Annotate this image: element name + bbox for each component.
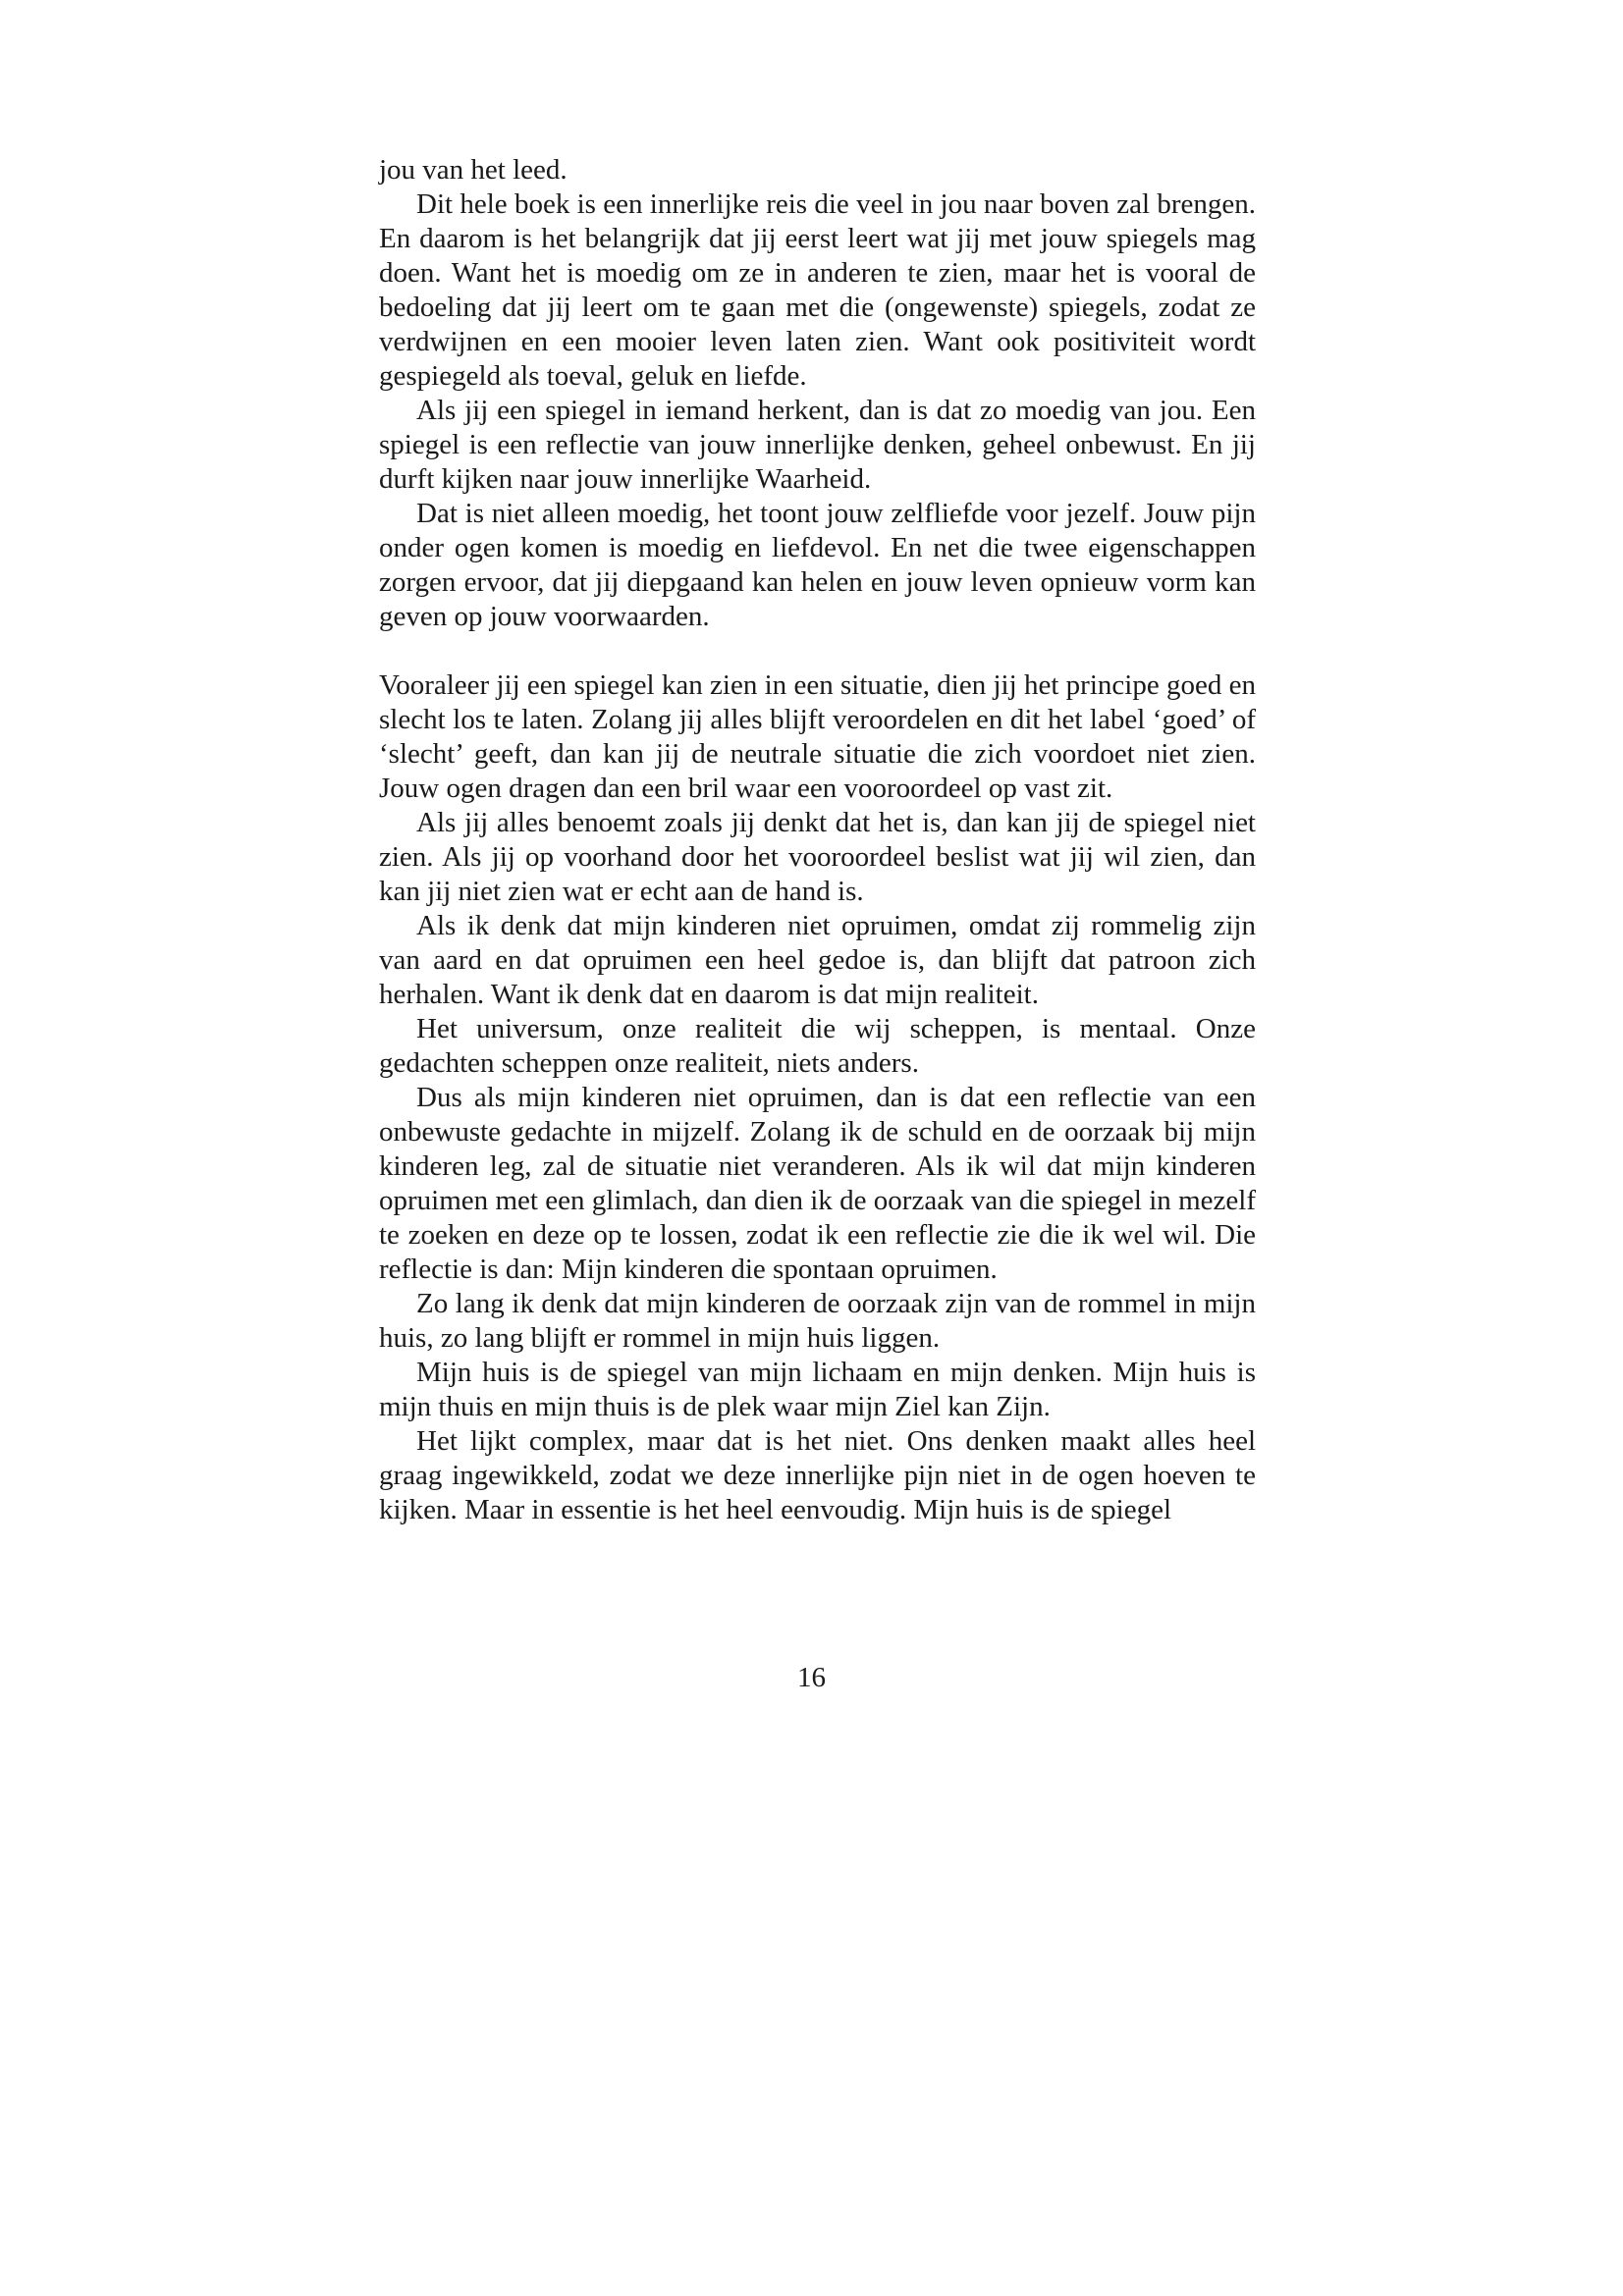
paragraph-continuation: jou van het leed. — [379, 154, 568, 186]
body-text — [379, 153, 1256, 1527]
paragraph: Dit hele boek is een innerlijke reis die veel in jou naar boven zal brengen. En daarom is het belangrijk dat jij eerst leert wat jij met jouw spiegels mag doen. Want het is moedig om ze in anderen te zien, maar het is vooral de bedoeling dat jij leert om te gaan met die (ongewenste) spiegels, zodat ze verdwijnen en een mooier leven laten zien. Want ook positiviteit wordt gespiegeld als toeval, geluk en liefde. — [379, 188, 1256, 392]
paragraph: Zo lang ik denk dat mijn kinderen de oorzaak zijn van de rommel in mijn huis, zo lang blijft er rommel in mijn huis liggen. — [379, 1288, 1256, 1354]
paragraph: Als jij een spiegel in iemand herkent, dan is dat zo moedig van jou. Een spiegel is een reflectie van jouw innerlijke denken, geheel onbewust. En jij durft kijken naar jouw innerlijke Waarheid. — [379, 395, 1256, 495]
paragraph: Dus als mijn kinderen niet opruimen, dan is dat een reflectie van een onbewuste gedachte in mijzelf. Zolang ik de schuld en de oorzaak bij mijn kinderen leg, zal de situatie niet veranderen. Als ik wil dat mijn kinderen opruimen met een glimlach, dan dien ik de oorzaak van die spiegel in mezelf te zoeken en deze op te lossen, zodat ik een reflectie zie die ik wel wil. Die reflectie is dan: Mijn kinderen die spontaan opruimen. — [379, 1082, 1256, 1285]
page-number: 16 — [797, 1662, 826, 1693]
paragraph: Het lijkt complex, maar dat is het niet. Ons denken maakt alles heel graag ingewikkeld, zodat we deze innerlijke pijn niet in de ogen hoeven te kijken. Maar in essentie is het heel eenvoudig. Mijn huis is de spiegel — [379, 1425, 1256, 1525]
paragraph-section-start: Vooraleer jij een spiegel kan zien in een situatie, dien jij het principe goed en slecht los te laten. Zolang jij alles blijft veroordelen en dit het label ‘goed’ of ‘slecht’ geeft, dan kan jij de neutrale situatie die zich voordoet niet zien. Jouw ogen dragen dan een bril waar een vooroordeel op vast zit. — [379, 669, 1256, 804]
paragraph: Mijn huis is de spiegel van mijn lichaam en mijn denken. Mijn huis is mijn thuis en mijn thuis is de plek waar mijn Ziel kan Zijn. — [379, 1357, 1256, 1422]
paragraph: Het universum, onze realiteit die wij scheppen, is mentaal. Onze gedachten scheppen onze realiteit, niets anders. — [379, 1013, 1256, 1079]
paragraph: Als ik denk dat mijn kinderen niet opruimen, omdat zij rommelig zijn van aard en dat opruimen een heel gedoe is, dan blijft dat patroon zich herhalen. Want ik denk dat en daarom is dat mijn realiteit. — [379, 910, 1256, 1010]
paragraph: Als jij alles benoemt zoals jij denkt dat het is, dan kan jij de spiegel niet zien. Als jij op voorhand door het vooroordeel beslist wat jij wil zien, dan kan jij niet zien wat er echt aan de hand is. — [379, 807, 1256, 907]
paragraph: Dat is niet alleen moedig, het toont jouw zelfliefde voor jezelf. Jouw pijn onder ogen komen is moedig en liefdevol. En net die twee eigenschappen zorgen ervoor, dat jij diepgaand kan helen en jouw leven opnieuw vorm kan geven op jouw voorwaarden. — [379, 498, 1256, 632]
